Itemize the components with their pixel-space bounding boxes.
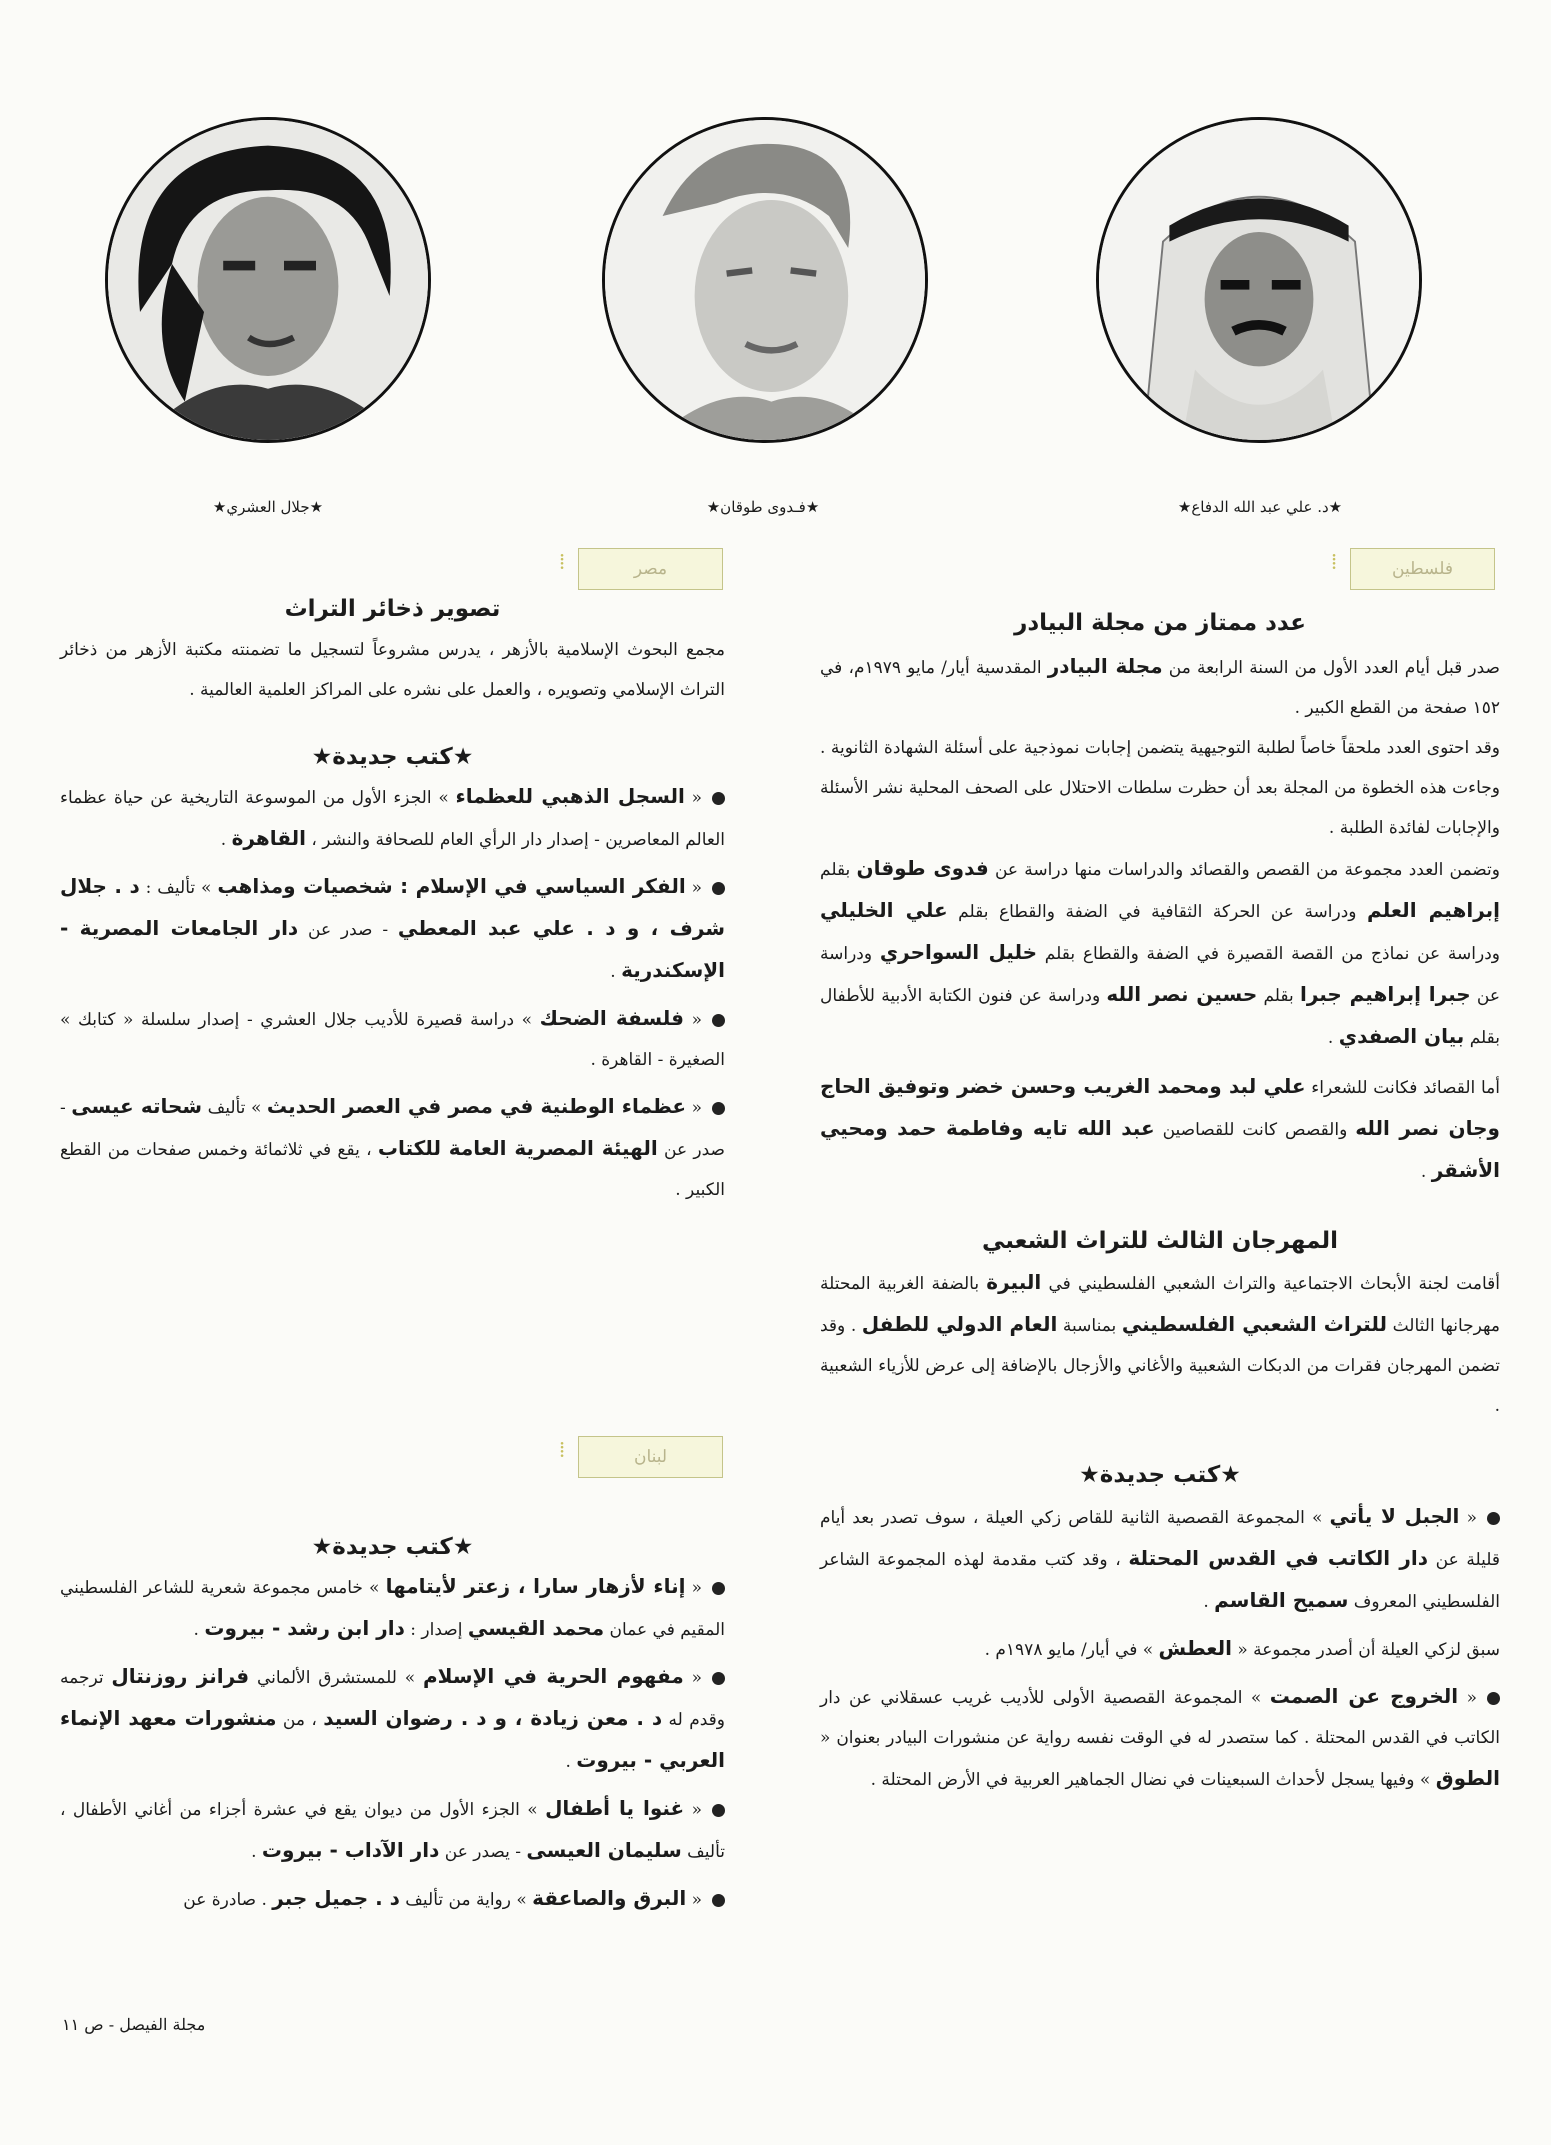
bullet-icon	[712, 1672, 725, 1685]
bullet-icon	[712, 792, 725, 805]
section-tag-marker-icon: ⁞	[558, 550, 566, 575]
article-title-folk-festival: المهرجان الثالث للتراث الشعبي	[981, 1228, 1339, 1254]
bullet-icon	[712, 1894, 725, 1907]
article-title-bayader: عدد ممتاز من مجلة البيادر	[1014, 610, 1306, 636]
caption-fadwa-touqan: ★فـدوى طوقان★	[706, 498, 820, 516]
section-tag-egypt: مصر	[578, 548, 723, 590]
bullet-icon	[712, 1804, 725, 1817]
photo-gelal-ashry	[105, 117, 431, 443]
right-column	[820, 610, 1500, 1806]
new-books-title: ★كتب جديدة★	[1079, 1462, 1241, 1488]
article-paragraph: وتضمن العدد مجموعة من القصص والقصائد والدراسات منها دراسة عن فدوى طوقان بقلم إبراهيم العلم ودراسة عن الحركة الثقافية في الضفة والقطاع بقلم علي الخليلي ودراسة عن نماذج من القصة القصيرة في الضفة والقطاع بقلم خليل السواحري ودراسة عن جبرا إبراهيم جبرا بقلم حسين نصر الله ودراسة عن فنون الكتابة الأدبية للأطفال بقلم بيان الصفدي .	[820, 856, 1501, 1048]
caption-ali-daffa: ★د. علي عبد الله الدفاع★	[1177, 498, 1343, 516]
book-item: « إناء لأزهار سارا ، زعتر لأيتامها » خامس مجموعة شعرية للشاعر الفلسطيني المقيم في عمان محمد القيسي إصدار : دار ابن رشد - بيروت .	[60, 1574, 725, 1640]
book-item: « فلسفة الضحك » دراسة قصيرة للأديب جلال العشري - إصدار سلسلة « كتابك » الصغيرة - القاهرة .	[60, 1006, 725, 1070]
bullet-icon	[1487, 1512, 1500, 1525]
bullet-icon	[1487, 1692, 1500, 1705]
bullet-icon	[712, 882, 725, 895]
book-item: « البرق والصاعقة » رواية من تأليف د . جميل جبر . صادرة عن	[60, 1878, 725, 1920]
section-tag-lebanon: لبنان	[578, 1436, 723, 1478]
article-title-heritage: تصوير ذخائر التراث	[284, 596, 501, 622]
book-item: « غنوا يا أطفال » الجزء الأول من ديوان يقع في عشرة أجزاء من أغاني الأطفال ، تأليف سليمان العيسى - يصدر عن دار الآداب - بيروت .	[60, 1796, 725, 1862]
section-tag-marker-icon: ⁞	[1330, 550, 1338, 575]
article-paragraph: وقد احتوى العدد ملحقاً خاصاً لطلبة التوجيهية يتضمن إجابات نموذجية على أسئلة الشهادة الثانوية . وجاءت هذه الخطوة من المجلة بعد أن حظرت سلطات الاحتلال على الصحف المحلية نشر الأسئلة والإجابات لفائدة الطلبة .	[820, 738, 1500, 838]
book-item: « السجل الذهبي للعظماء » الجزء الأول من الموسوعة التاريخية عن حياة عظماء العالم المعاصرين - إصدار دار الرأي العام للصحافة والنشر ، القاهرة .	[60, 784, 725, 850]
book-item: « الجبل لا يأتي » المجموعة القصصية الثانية للقاص زكي العيلة ، سوف تصدر بعد أيام قليلة عن دار الكاتب في القدس المحتلة ، وقد كتب مقدمة لهذه المجموعة الشاعر الفلسطيني المعروف سميح القاسم .	[820, 1504, 1501, 1612]
bullet-icon	[712, 1102, 725, 1115]
bullet-icon	[712, 1014, 725, 1027]
book-item: « مفهوم الحرية في الإسلام » للمستشرق الألماني فرانز روزنتال ترجمه وقدم له د . معن زيادة ، و د . رضوان السيد ، من منشورات معهد الإنماء العربي - بيروت .	[60, 1664, 725, 1772]
book-item: « عظماء الوطنية في مصر في العصر الحديث » تأليف شحاته عيسى - صدر عن الهيئة المصرية العامة للكتاب ، يقع في ثلاثمائة وخمس صفحات من القطع الكبير .	[60, 1094, 725, 1200]
photo-fadwa-touqan	[602, 117, 928, 443]
photo-ali-daffa	[1096, 117, 1422, 443]
article-paragraph: أما القصائد فكانت للشعراء علي لبد ومحمد الغريب وحسن خضر وتوفيق الحاج وجان نصر الله والقصص كانت للقصاصين عبد الله تايه وفاطمة حمد ومحيي الأشقر .	[820, 1074, 1500, 1182]
article-paragraph: مجمع البحوث الإسلامية بالأزهر ، يدرس مشروعاً لتسجيل ما تضمنته مكتبة الأزهر من ذخائر التراث الإسلامي وتصويره ، والعمل على نشره على المراكز العلمية العالمية .	[60, 640, 725, 700]
new-books-title: ★كتب جديدة★	[311, 744, 474, 770]
caption-gelal-ashry: ★جلال العشري★	[212, 498, 324, 516]
section-tag-palestine: فلسطين	[1350, 548, 1495, 590]
article-paragraph: صدر قبل أيام العدد الأول من السنة الرابعة من مجلة البيادر المقدسية أيار/ مايو ١٩٧٩م، في ١٥٢ صفحة من القطع الكبير .	[820, 654, 1500, 718]
left-column-egypt	[60, 596, 725, 1216]
book-item: « الخروج عن الصمت » المجموعة القصصية الأولى للأديب غريب عسقلاني عن دار الكاتب في القدس المحتلة . كما ستصدر له في الوقت نفسه رواية عن منشورات البيادر بعنوان « الطوق » وفيها يسجل لأحداث السبعينات في نضال الجماهير العربية في الأرض المحتلة .	[820, 1684, 1500, 1790]
new-books-title: ★كتب جديدة★	[311, 1534, 474, 1560]
book-item-note: سبق لزكي العيلة أن أصدر مجموعة « العطش » في أيار/ مايو ١٩٧٨م .	[984, 1636, 1500, 1660]
section-tag-marker-icon: ⁞	[558, 1438, 566, 1463]
page-footer: مجلة الفيصل - ص ١١	[62, 2015, 206, 2034]
article-paragraph: أقامت لجنة الأبحاث الاجتماعية والتراث الشعبي الفلسطيني في البيرة بالضفة الغربية المحتلة مهرجانها الثالث للتراث الشعبي الفلسطيني بمناسبة العام الدولي للطفل . وقد تضمن المهرجان فقرات من الدبكات الشعبية والأغاني والأزجال بالإضافة إلى عرض للأزياء الشعبية .	[820, 1270, 1500, 1416]
bullet-icon	[712, 1582, 725, 1595]
left-column-lebanon	[60, 1534, 725, 1926]
book-item: « الفكر السياسي في الإسلام : شخصيات ومذاهب » تأليف : د . جلال شرف ، و د . علي عبد المعطي - صدر عن دار الجامعات المصرية - الإسكندرية .	[60, 874, 725, 982]
